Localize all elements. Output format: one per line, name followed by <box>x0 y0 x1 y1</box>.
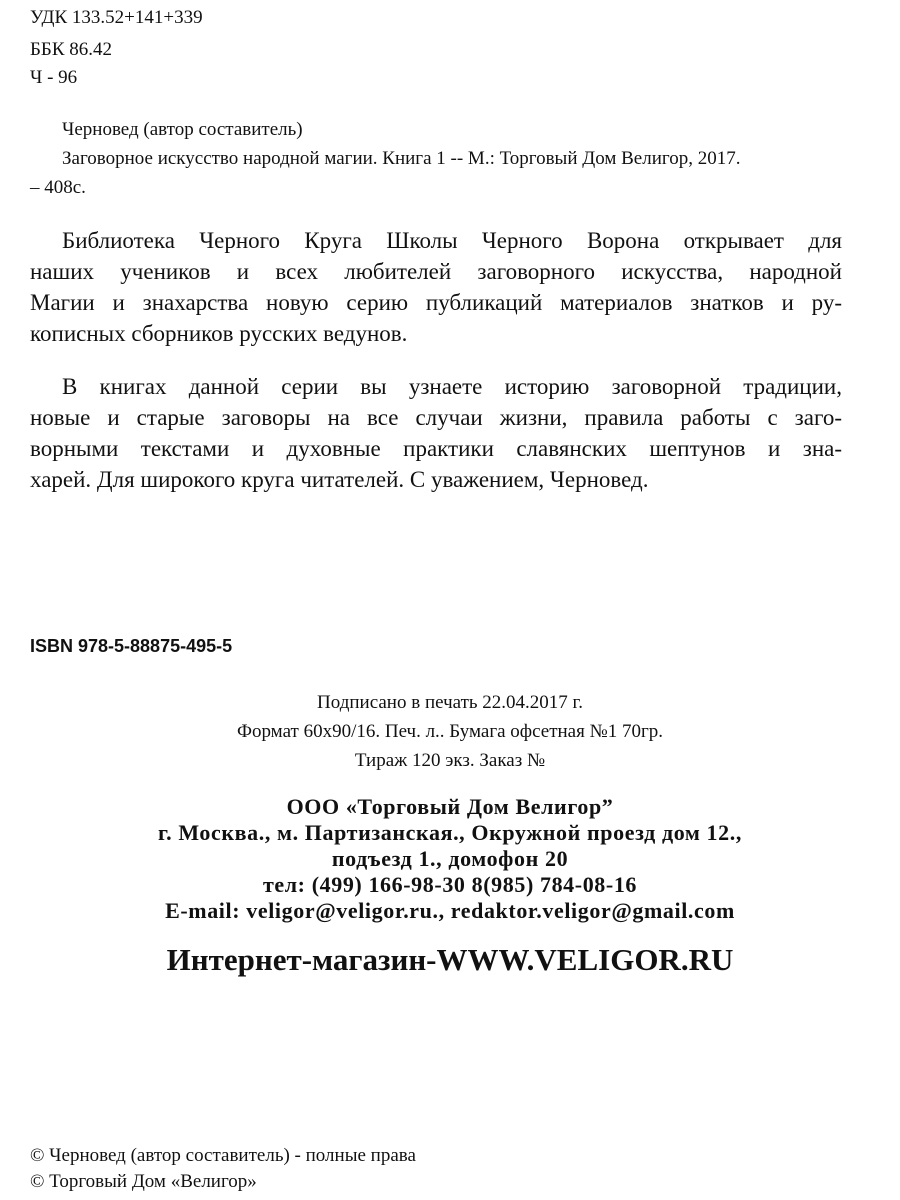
annotation-line: ворными текстами и духовные практики славянских шептунов и зна- <box>30 436 842 461</box>
annotation-line: харей. Для широкого круга читателей. С уважением, Черновед. <box>30 467 649 492</box>
print-signed: Подписано в печать 22.04.2017 г. <box>317 692 583 713</box>
publisher-address-1: г. Москва., м. Партизанская., Окружной проезд дом 12., <box>158 820 742 845</box>
isbn: ISBN 978-5-88875-495-5 <box>30 636 233 656</box>
publisher-info <box>0 794 900 924</box>
biblio-pages: – 408с. <box>30 177 86 198</box>
biblio-author: Черновед (автор составитель) <box>62 119 303 140</box>
publisher-address-2: подъезд 1., домофон 20 <box>331 846 569 871</box>
print-info <box>0 688 900 775</box>
biblio-title: Заговорное искусство народной магии. Книга 1 -- М.: Торговый Дом Велигор, 2017. <box>62 148 741 169</box>
udk-code: УДК 133.52+141+339 <box>30 7 203 28</box>
online-shop: Интернет-магазин-WWW.VELIGOR.RU <box>166 942 734 977</box>
publisher-name: ООО «Торговый Дом Велигор” <box>286 794 614 819</box>
copyright-author: © Черновед (автор составитель) - полные права <box>30 1145 416 1166</box>
copyright-publisher: © Торговый Дом «Велигор» <box>30 1171 257 1192</box>
print-run: Тираж 120 экз. Заказ № <box>354 750 546 771</box>
annotation-line: Магии и знахарства новую серию публикаций материалов знатков и ру- <box>30 290 842 315</box>
publisher-phones: тел: (499) 166-98-30 8(985) 784-08-16 <box>262 872 638 897</box>
annotation-line: новые и старые заговоры на все случаи жизни, правила работы с заго- <box>30 405 842 430</box>
author-mark: Ч - 96 <box>30 67 78 88</box>
annotation-paragraph-1 <box>30 225 842 349</box>
bbk-code: ББК 86.42 <box>30 39 112 60</box>
annotation-line: В книгах данной серии вы узнаете историю заговорной традиции, <box>62 374 842 399</box>
annotation-line: наших учеников и всех любителей заговорного искусства, народной <box>30 259 842 284</box>
annotation-line: Библиотека Черного Круга Школы Черного Ворона открывает для <box>62 228 842 253</box>
print-format: Формат 60х90/16. Печ. л.. Бумага офсетная №1 70гр. <box>236 721 664 742</box>
annotation-paragraph-2 <box>30 371 842 495</box>
annotation-line: кописных сборников русских ведунов. <box>30 321 408 346</box>
publisher-emails: E-mail: veligor@veligor.ru., redaktor.veligor@gmail.com <box>165 898 735 923</box>
